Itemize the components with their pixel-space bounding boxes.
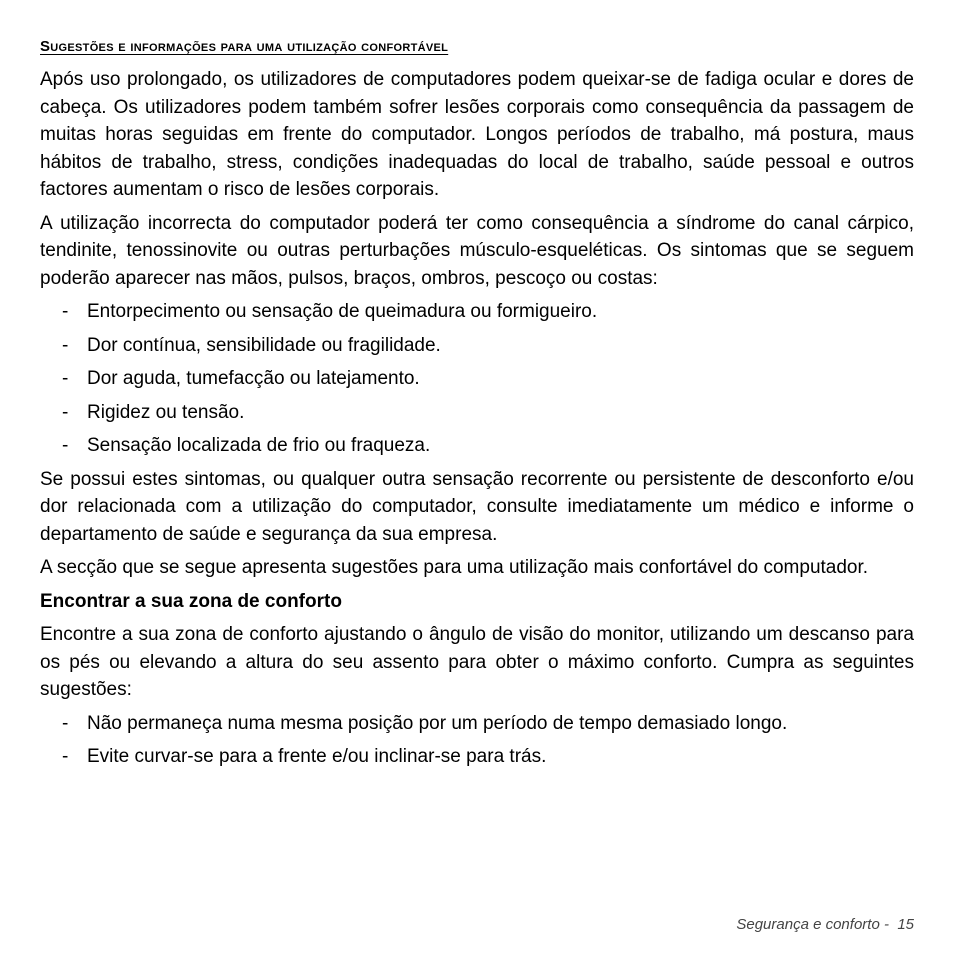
intro-paragraph-1: Após uso prolongado, os utilizadores de computadores podem queixar-se de fadiga ocular e dores de cabeça. Os utilizadores podem também sofrer lesões corporais como consequência da passagem de muitas horas seguidas em frente do computador. Longos períodos de trabalho, má postura, maus hábitos de trabalho, stress, condições inadequadas do local de trabalho, saúde pessoal e outros factores aumentam o risco de lesões corporais. <box>40 69 914 200</box>
list-item <box>40 710 914 738</box>
symptoms-list <box>40 298 914 460</box>
list-item <box>40 432 914 460</box>
list-item-text: Não permaneça numa mesma posição por um período de tempo demasiado longo. <box>87 712 788 734</box>
list-item-text: Entorpecimento ou sensação de queimadura ou formigueiro. <box>87 301 598 322</box>
dash-marker: - <box>62 712 69 734</box>
list-item-text: Rigidez ou tensão. <box>87 401 245 423</box>
comfort-zone-paragraph: Encontre a sua zona de conforto ajustando o ângulo de visão do monitor, utilizando um descanso para os pés ou elevando a altura do seu assento para obter o máximo conforto. Cumpra as seguintes sugestões: <box>40 624 914 700</box>
intro-paragraph-2: A utilização incorrecta do computador poderá ter como consequência a síndrome do canal cárpico, tendinite, tenossinovite ou outras perturbações músculo-esqueléticas. Os sintomas que se seguem poderão aparecer nas mãos, pulsos, braços, ombros, pescoço ou costas: <box>40 212 914 289</box>
list-item <box>40 298 914 326</box>
advice-paragraph: Se possui estes sintomas, ou qualquer outra sensação recorrente ou persistente de desconforto e/ou dor relacionada com a utilização do computador, consulte imediatamente um médico e informe o departamento de saúde e segurança da sua empresa. <box>40 468 914 545</box>
comfort-zone-heading: Encontrar a sua zona de conforto <box>40 590 342 612</box>
list-item <box>40 743 914 771</box>
page-number: 15 <box>897 916 914 933</box>
next-section-paragraph: A secção que se segue apresenta sugestões para uma utilização mais confortável do computador. <box>40 557 869 578</box>
dash-marker: - <box>62 334 69 356</box>
page-footer <box>736 916 914 933</box>
dash-marker: - <box>62 368 69 389</box>
footer-separator: - <box>883 916 889 933</box>
section-title: Sugestões e informações para uma utilização confortável <box>40 38 449 55</box>
list-item <box>40 399 914 427</box>
document-page <box>40 36 914 777</box>
dash-marker: - <box>62 746 69 767</box>
list-item-text: Sensação localizada de frio ou fraqueza. <box>87 435 431 456</box>
dash-marker: - <box>62 435 69 456</box>
list-item-text: Evite curvar-se para a frente e/ou inclinar-se para trás. <box>87 746 547 767</box>
list-item <box>40 332 914 360</box>
list-item-text: Dor contínua, sensibilidade ou fragilidade. <box>87 334 441 356</box>
list-item-text: Dor aguda, tumefacção ou latejamento. <box>87 368 420 389</box>
footer-section-name: Segurança e conforto <box>736 916 880 933</box>
list-item <box>40 365 914 393</box>
dash-marker: - <box>62 401 69 423</box>
comfort-tips-list <box>40 710 914 771</box>
dash-marker: - <box>62 301 69 322</box>
